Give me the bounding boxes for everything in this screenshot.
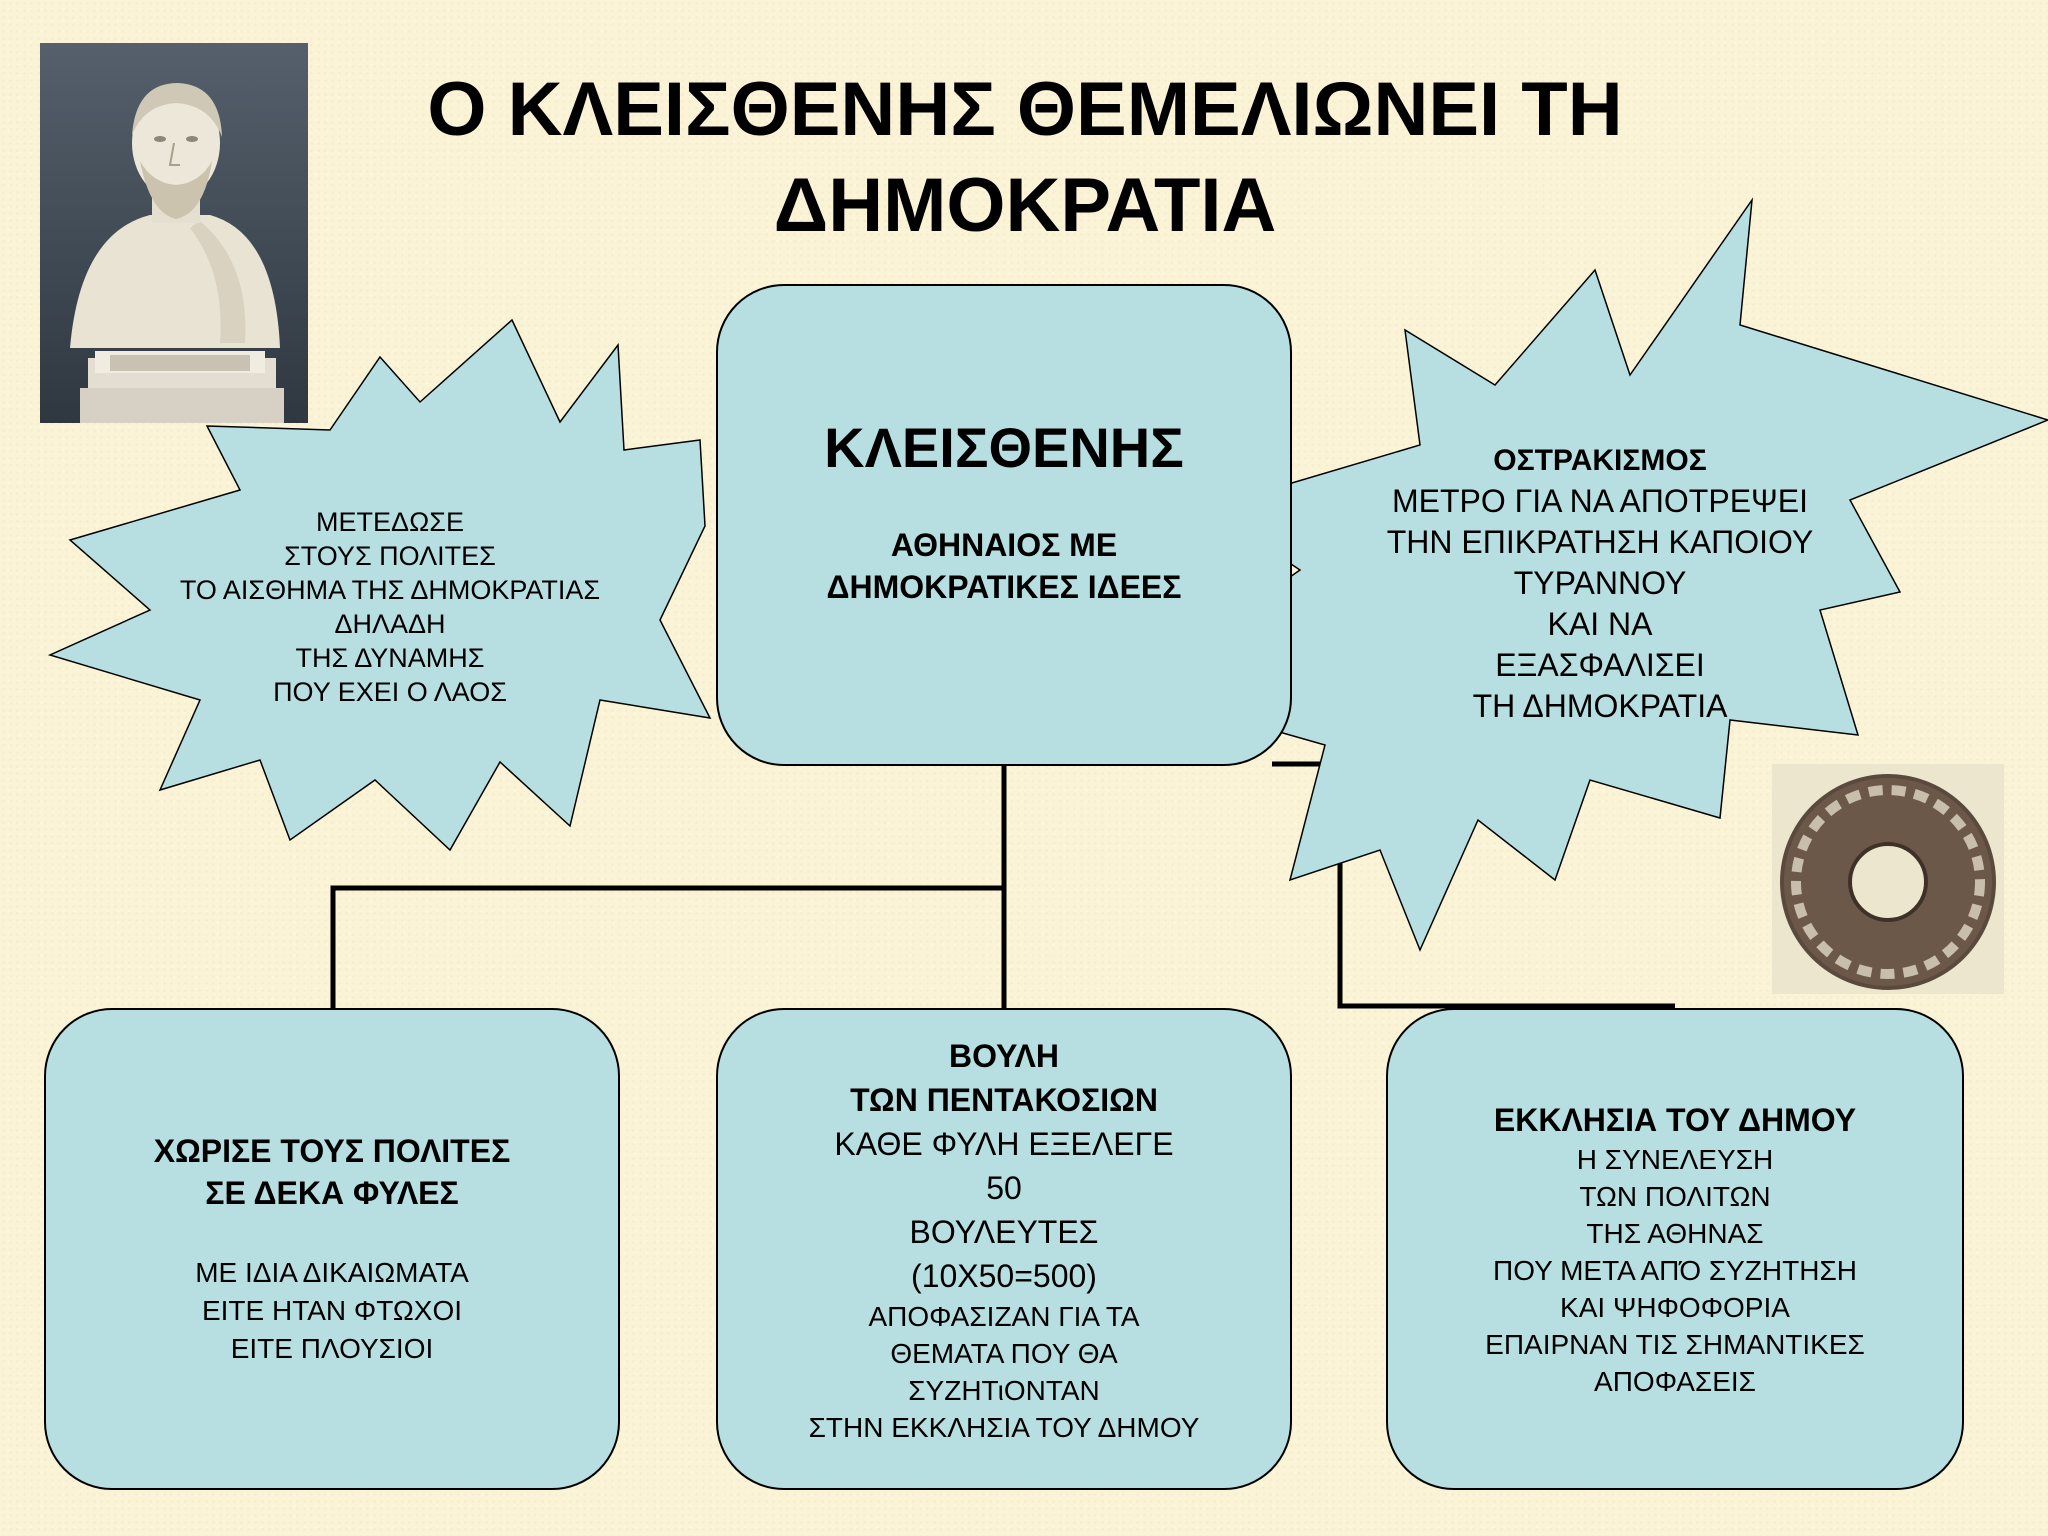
ecclesia-heading: ΕΚΚΛΗΣΙΑ ΤΟΥ ΔΗΜΟΥ — [1493, 1101, 1857, 1138]
right-star-line-1: ΜΕΤΡΟ ΓΙΑ ΝΑ ΑΠΟΤΡΕΨΕΙ — [1391, 483, 1808, 519]
ecclesia-line-7: ΑΠΟΦΑΣΕΙΣ — [1594, 1365, 1756, 1397]
ecclesia-line-4: ΠΟΥ ΜΕΤΑ ΑΠΌ ΣΥΖΗΤΗΣΗ — [1493, 1254, 1857, 1286]
right-star-line-3: ΤΥΡΑΝΝΟΥ — [1513, 565, 1687, 601]
boule-big-line-3: ΒΟΥΛΕΥΤΕΣ — [909, 1214, 1099, 1250]
ecclesia-line-1: Η ΣΥΝΕΛΕΥΣΗ — [1576, 1143, 1774, 1175]
ecclesia-line-3: ΤΗΣ ΑΘΗΝΑΣ — [1586, 1217, 1764, 1249]
ostrakon-photo — [1772, 764, 2004, 994]
right-star-line-4: ΚΑΙ ΝΑ — [1547, 606, 1653, 642]
boule-big-line-1: ΚΑΘΕ ΦΥΛΗ ΕΞΕΛΕΓΕ — [834, 1126, 1174, 1162]
left-star-line-1: ΜΕΤΕΔΩΣΕ — [316, 507, 464, 537]
tribes-heading-line-1: ΧΩΡΙΣΕ ΤΟΥΣ ΠΟΛΙΤΕΣ — [153, 1133, 511, 1169]
boule-line-1: ΑΠΟΦΑΣΙΖΑΝ ΓΙΑ ΤΑ — [868, 1301, 1140, 1332]
tribes-line-2: ΕΙΤΕ ΗΤΑΝ ΦΤΩΧΟΙ — [201, 1295, 463, 1326]
boule-line-3: ΣΥΖΗΤιΟΝΤΑΝ — [908, 1375, 1100, 1406]
boule-heading-line-2: ΤΩΝ ΠΕΝΤΑΚΟΣΙΩΝ — [850, 1082, 1158, 1118]
ecclesia-line-5: ΚΑΙ ΨΗΦΟΦΟΡΙΑ — [1560, 1291, 1790, 1323]
box-ecclesia — [1386, 1008, 1964, 1490]
center-desc-line-1: ΑΘΗΝΑΙΟΣ ΜΕ — [890, 527, 1118, 563]
title-line-2: ΔΗΜΟΚΡΑΤΙΑ — [773, 163, 1277, 248]
box-ten-tribes — [44, 1008, 620, 1490]
boule-big-line-4: (10Χ50=500) — [911, 1258, 1097, 1294]
ecclesia-line-6: ΕΠΑΙΡΝΑΝ ΤΙΣ ΣΗΜΑΝΤΙΚΕΣ — [1485, 1328, 1865, 1360]
center-box-cleisthenes — [716, 284, 1292, 766]
ecclesia-line-2: ΤΩΝ ΠΟΛΙΤΩΝ — [1579, 1180, 1771, 1212]
center-desc-line-2: ΔΗΜΟΚΡΑΤΙΚΕΣ ΙΔΕΕΣ — [826, 569, 1182, 605]
left-starburst-text — [150, 505, 630, 709]
tribes-heading-line-2: ΣΕ ΔΕΚΑ ΦΥΛΕΣ — [205, 1175, 459, 1211]
right-star-line-2: ΤΗΝ ΕΠΙΚΡΑΤΗΣΗ ΚΑΠΟΙΟΥ — [1386, 524, 1814, 560]
tribes-line-1: ΜΕ ΙΔΙΑ ΔΙΚΑΙΩΜΑΤΑ — [195, 1257, 469, 1288]
left-star-line-2: ΣΤΟΥΣ ΠΟΛΙΤΕΣ — [284, 541, 496, 571]
title-line-1: Ο ΚΛΕΙΣΘΕΝΗΣ ΘΕΜΕΛΙΩΝΕΙ ΤΗ — [427, 67, 1623, 152]
left-star-line-6: ΠΟΥ ΕΧΕΙ Ο ΛΑΟΣ — [273, 677, 507, 707]
left-star-line-3: ΤΟ ΑΙΣΘΗΜΑ ΤΗΣ ΔΗΜΟΚΡΑΤΙΑΣ — [179, 575, 601, 605]
ostracism-heading: ΟΣΤΡΑΚΙΣΜΟΣ — [1493, 444, 1707, 477]
right-star-line-6: ΤΗ ΔΗΜΟΚΡΑΤΙΑ — [1472, 688, 1728, 724]
left-star-line-4: ΔΗΛΑΔΗ — [334, 609, 446, 639]
tribes-line-3: ΕΙΤΕ ΠΛΟΥΣΙΟΙ — [230, 1333, 434, 1364]
right-starburst-text — [1340, 440, 1860, 727]
right-star-line-5: ΕΞΑΣΦΑΛΙΣΕΙ — [1495, 647, 1705, 683]
center-name: ΚΛΕΙΣΘΕΝΗΣ — [824, 416, 1184, 479]
left-star-line-5: ΤΗΣ ΔΥΝΑΜΗΣ — [295, 643, 485, 673]
boule-line-4: ΣΤΗΝ ΕΚΚΛΗΣΙΑ ΤΟΥ ΔΗΜΟΥ — [808, 1412, 1200, 1443]
box-boule — [716, 1008, 1292, 1490]
boule-heading-line-1: ΒΟΥΛΗ — [949, 1038, 1059, 1074]
boule-big-line-2: 50 — [986, 1170, 1022, 1206]
boule-line-2: ΘΕΜΑΤΑ ΠΟΥ ΘΑ — [890, 1338, 1118, 1369]
